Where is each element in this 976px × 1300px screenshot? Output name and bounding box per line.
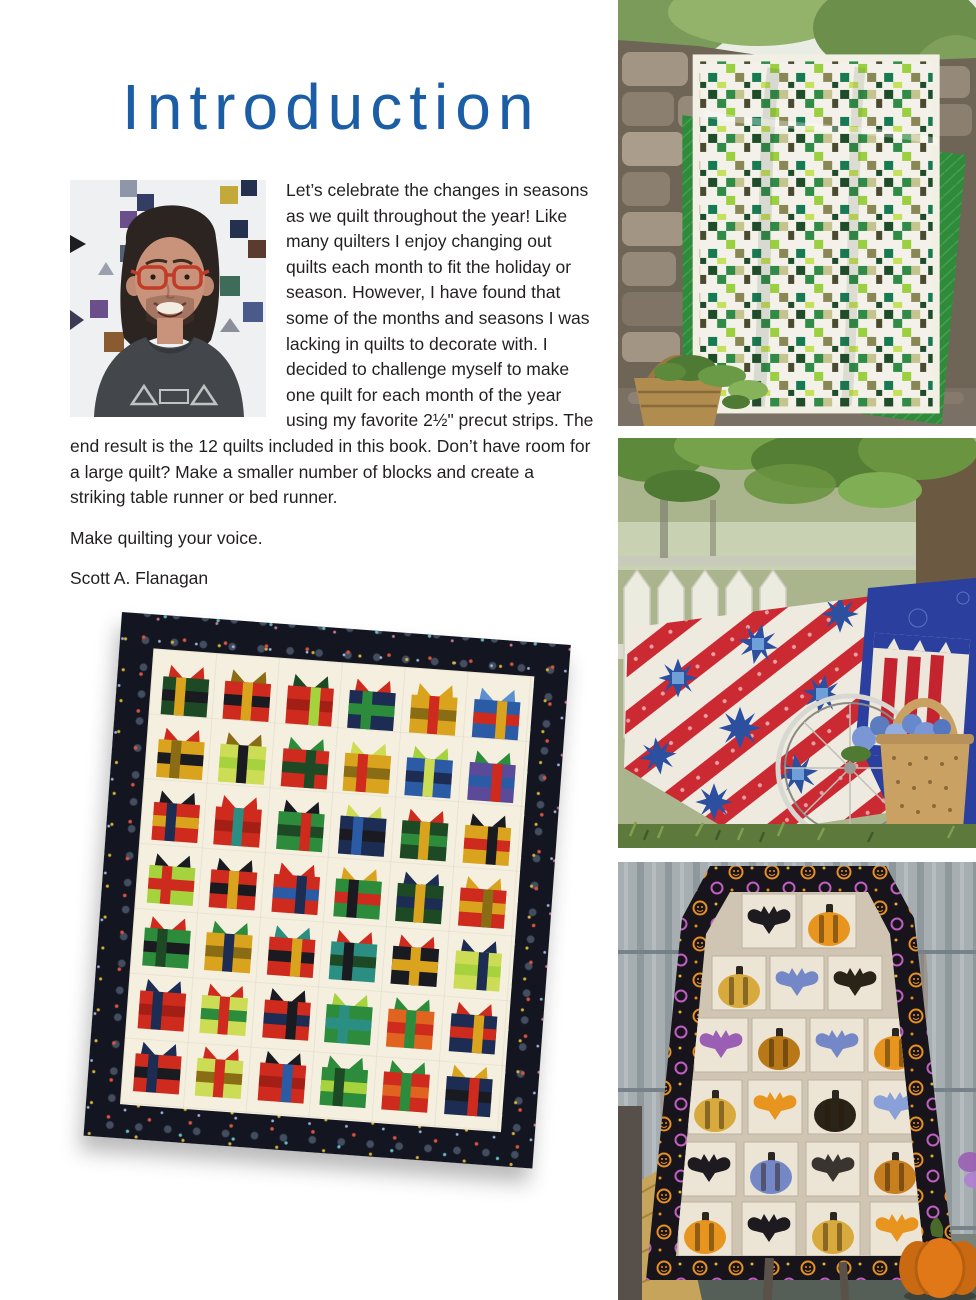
present-block [444,1063,494,1118]
present-block [462,812,512,867]
present-block [338,803,388,858]
present-block [142,915,192,970]
present-block [257,1049,307,1104]
author-portrait-photo [70,180,266,417]
present-block [382,1058,432,1113]
present-block [467,749,517,804]
green-quilt-photo [618,0,976,426]
presents-quilt-field [120,648,534,1132]
present-block [285,672,335,727]
present-block [409,682,459,737]
present-block [147,852,197,907]
present-block [386,996,436,1051]
page-title: Introduction [122,71,541,143]
present-block [391,933,441,988]
present-block [280,735,330,790]
present-block [209,856,259,911]
present-block [343,740,393,795]
present-block [458,875,508,930]
present-block [223,668,273,723]
author-name: Scott A. Flanagan [70,568,209,589]
present-block [204,919,254,974]
present-block [333,865,383,920]
present-block [405,744,455,799]
present-block [262,987,312,1042]
presents-quilt-border [84,612,571,1169]
present-block [214,793,264,848]
present-block [200,982,250,1037]
present-block [472,686,522,741]
present-block [267,924,317,979]
present-block [156,726,206,781]
author-portrait-scene [70,180,266,417]
intro-paragraph: Let’s celebrate the changes in seasons as we quilt throughout the year! Like many quilters I enjoy changing out quilts each month to fit the holiday or season. However, I have found that some of the months and seasons I was lacking in quilts to decorate with. I decided to challenge myself to make one quilt for each month of the year using my favorite 2½" precut strips. The end result is the 12 quilts included in this book. Don’t have room for a large quilt? Make a smaller number of blocks and create a striking table runner or bed runner. [70,180,594,508]
present-block [329,928,379,983]
present-block [161,663,211,718]
halloween-quilt-photo [618,862,976,1300]
patriotic-quilt-photo [618,438,976,848]
present-block [324,991,374,1046]
present-block [271,861,321,916]
present-block [448,1000,498,1055]
present-block [133,1040,183,1095]
present-block [276,798,326,853]
halloween-quilt [646,866,956,1280]
present-block [218,731,268,786]
present-block [195,1045,245,1100]
present-block [151,789,201,844]
portrait [120,205,219,352]
present-block [320,1054,370,1109]
present-block [453,937,503,992]
present-block [396,870,446,925]
presents-quilt-photo [84,612,571,1169]
tagline: Make quilting your voice. [70,527,263,548]
present-block [138,977,188,1032]
intro-section [70,178,594,607]
grass [618,822,976,848]
present-block [347,677,397,732]
present-block [400,807,450,862]
